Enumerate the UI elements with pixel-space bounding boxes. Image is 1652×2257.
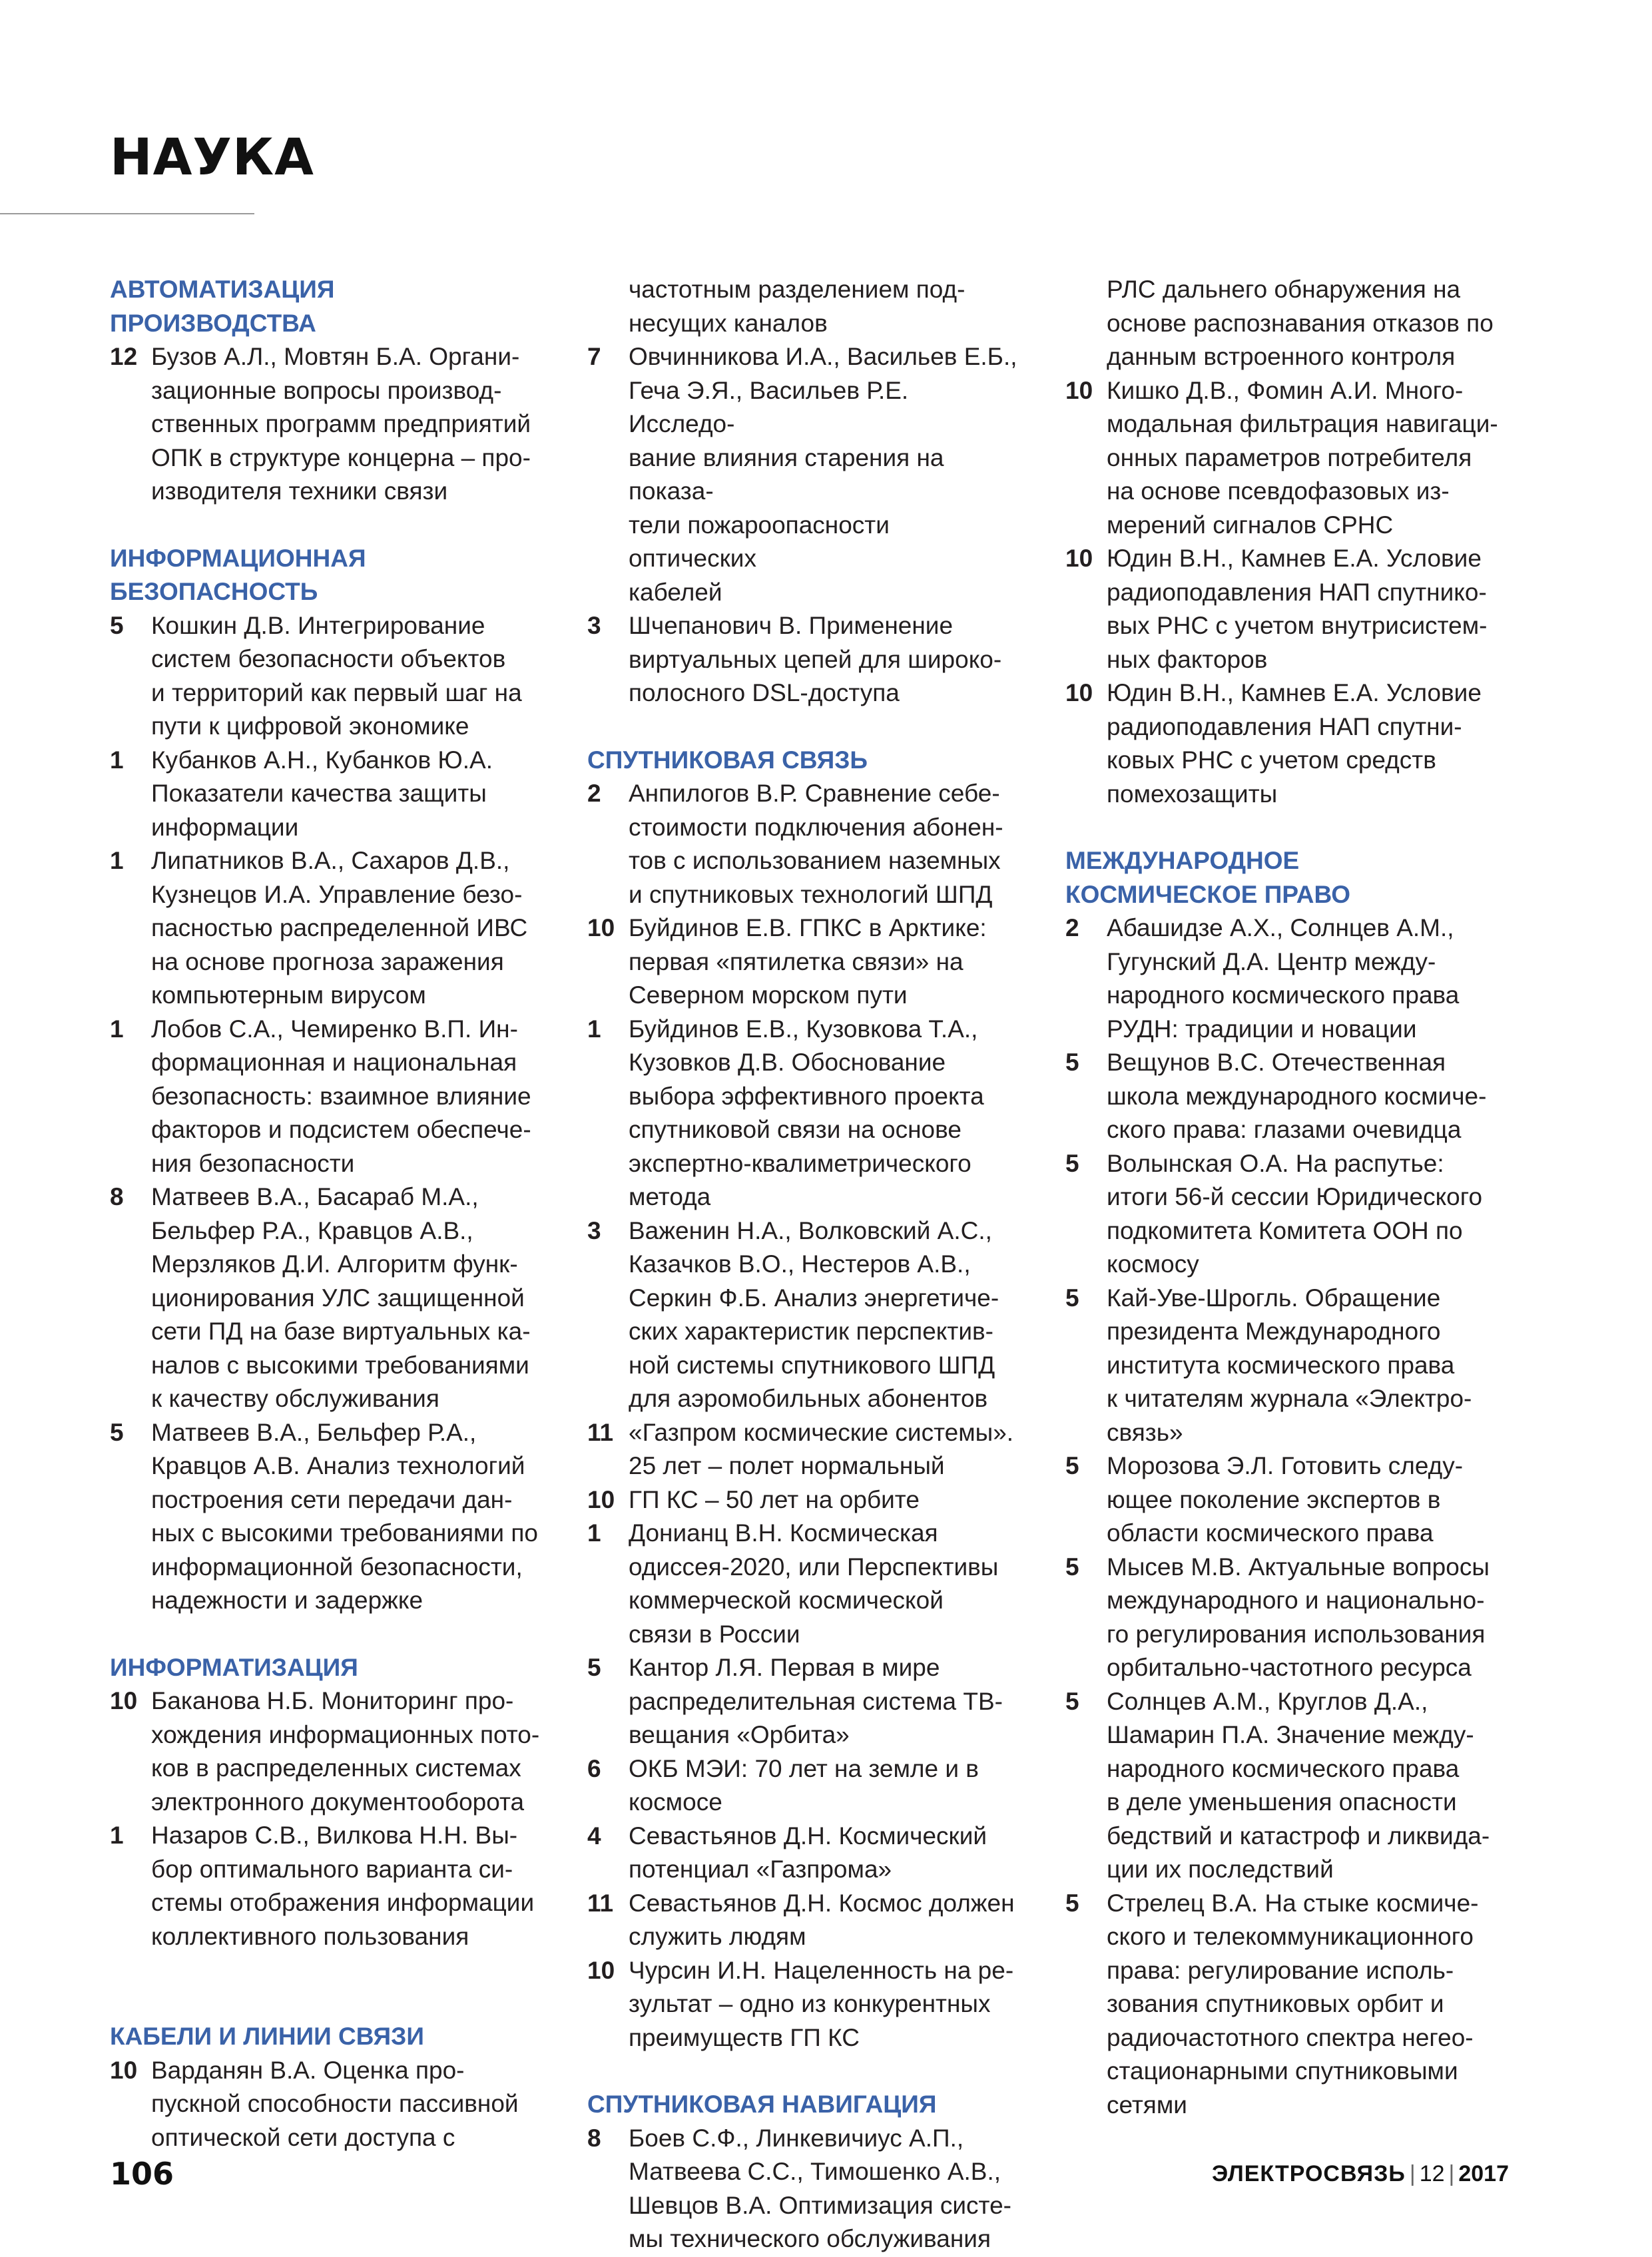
issue-number: 4 bbox=[587, 1822, 601, 1850]
index-entry bbox=[587, 1214, 1020, 1416]
entry-text: Кишко Д.В., Фомин А.И. Много- модальная фильтрация навигаци- онных параметров потребителя на основе псевдофазовых из- мерений сигналов СРНС bbox=[1107, 376, 1498, 539]
index-entry bbox=[110, 744, 543, 845]
issue-number: 10 bbox=[587, 1956, 615, 1984]
spacer bbox=[110, 1953, 543, 2020]
index-entry bbox=[587, 1752, 1020, 1820]
index-entry bbox=[110, 1180, 543, 1416]
entry-text: Мысев М.В. Актуальные вопросы международного и национально- го регулирования использования орбитально-частотного ресурса bbox=[1107, 1553, 1490, 1681]
entry-text: Варданян В.А. Оценка про- пускной способности пассивной оптической сети доступа с bbox=[151, 2056, 519, 2151]
index-entry bbox=[1065, 542, 1505, 676]
index-entry bbox=[587, 1416, 1020, 1483]
journal-issue: 12 bbox=[1419, 2161, 1445, 2186]
issue-number: 10 bbox=[1065, 679, 1093, 706]
index-entry bbox=[1065, 374, 1505, 543]
issue-number: 8 bbox=[587, 2124, 601, 2152]
issue-number: 1 bbox=[110, 1015, 124, 1043]
entry-text: Липатников В.А., Сахаров Д.В., Кузнецов И.А. Управление безо- пасностью распределенной ИВС на основе прогноза заражения компьютерным вирусом bbox=[151, 847, 528, 1009]
entry-text: Солнцев А.М., Круглов Д.А., Шамарин П.А. Значение между- народного космического права в деле уменьшения опасности бедствий и катастроф и ликвида- ции их последствий bbox=[1107, 1687, 1490, 1883]
index-entry bbox=[110, 844, 543, 1013]
issue-number: 12 bbox=[110, 343, 138, 370]
entry-text: Баканова Н.Б. Мониторинг про- хождения информационных пото- ков в распределенных системах электронного документооборота bbox=[151, 1687, 540, 1816]
entry-text: Кай-Уве-Шрогль. Обращение президента Международного института космического права к читателям журнала «Электро- связь» bbox=[1107, 1284, 1472, 1446]
section-title: ИНФОРМАТИЗАЦИЯ bbox=[110, 1653, 358, 1681]
issue-number: 10 bbox=[1065, 376, 1093, 404]
issue-number: 5 bbox=[587, 1654, 601, 1681]
issue-number: 5 bbox=[1065, 1687, 1079, 1715]
index-column-1 bbox=[110, 273, 543, 2154]
issue-number: 5 bbox=[1065, 1889, 1079, 1917]
issue-number: 5 bbox=[1065, 1149, 1079, 1177]
issue-number: 1 bbox=[110, 1822, 124, 1849]
issue-number: 11 bbox=[587, 1418, 614, 1446]
entry-text: Кошкин Д.В. Интегрирование систем безопасности объектов и территорий как первый шаг на пути к цифровой экономике bbox=[151, 611, 522, 740]
entry-text: Абашидзе А.Х., Солнцев А.М., Гугунский Д.А. Центр между- народного космического права РУДН: традиции и новации bbox=[1107, 914, 1460, 1043]
index-entry bbox=[1065, 1887, 1505, 2123]
heading-rule bbox=[0, 213, 254, 214]
index-entry bbox=[1065, 273, 1505, 374]
index-entry bbox=[1065, 911, 1505, 1046]
issue-number: 7 bbox=[587, 343, 601, 370]
issue-number: 5 bbox=[1065, 1049, 1079, 1076]
index-column-3 bbox=[1065, 273, 1505, 2122]
entry-text: Чурсин И.Н. Нацеленность на ре- зультат – одно из конкурентных преимуществ ГП КС bbox=[629, 1956, 1014, 2051]
entry-text: ГП КС – 50 лет на орбите bbox=[629, 1485, 920, 1513]
issue-number: 10 bbox=[1065, 545, 1093, 572]
entry-text: частотным разделением под- несущих каналов bbox=[629, 276, 965, 337]
issue-number: 10 bbox=[587, 1485, 615, 1513]
index-entry bbox=[1065, 676, 1505, 811]
issue-number: 5 bbox=[1065, 1284, 1079, 1312]
entry-text: Юдин В.Н., Камнев Е.А. Условие радиоподавления НАП спутнико- вых РНС с учетом внутрисистем- ных факторов bbox=[1107, 545, 1488, 673]
entry-text: Шчепанович В. Применение виртуальных цепей для широко- полосного DSL-доступа bbox=[629, 612, 1002, 706]
section-title: СПУТНИКОВАЯ СВЯЗЬ bbox=[587, 746, 868, 774]
section-title: ИНФОРМАЦИОННАЯ БЕЗОПАСНОСТЬ bbox=[110, 544, 366, 605]
index-entry bbox=[587, 1954, 1020, 2055]
issue-number: 5 bbox=[1065, 1452, 1079, 1479]
index-entry bbox=[1065, 1282, 1505, 1450]
issue-number: 10 bbox=[587, 914, 615, 941]
index-column-2 bbox=[587, 273, 1020, 2256]
journal-footer bbox=[1212, 2161, 1509, 2187]
entry-text: Важенин Н.А., Волковский А.С., Казачков В.О., Нестеров А.В., Серкин Ф.Б. Анализ энергетиче- ских характеристик перспектив- ной системы спутникового ШПД для аэромобильных абонентов bbox=[629, 1216, 999, 1412]
journal-name: ЭЛЕКТРОСВЯЗЬ bbox=[1211, 2161, 1406, 2186]
issue-number: 6 bbox=[587, 1754, 601, 1782]
page-heading: НАУКА bbox=[110, 127, 314, 186]
entry-text: Буйдинов Е.В. ГПКС в Арктике: первая «пятилетка связи» на Северном морском пути bbox=[629, 914, 987, 1009]
index-entry bbox=[1065, 1449, 1505, 1551]
entry-text: Буйдинов Е.В., Кузовкова Т.А., Кузовков Д.В. Обоснование выбора эффективного проекта спутниковой связи на основе экспертно-квалиметрического метода bbox=[629, 1015, 984, 1210]
issue-number: 1 bbox=[587, 1015, 601, 1043]
entry-text: Кантор Л.Я. Первая в мире распределительная система ТВ- вещания «Орбита» bbox=[629, 1654, 1003, 1748]
index-entry bbox=[110, 1819, 543, 1953]
entry-text: Матвеев В.А., Бельфер Р.А., Кравцов А.В. Анализ технологий построения сети передачи дан- ных с высокими требованиями по информационной безопасности, надежности и задержке bbox=[151, 1418, 538, 1614]
index-entry bbox=[110, 1684, 543, 1819]
entry-text: Севастьянов Д.Н. Космос должен служить людям bbox=[629, 1889, 1015, 1950]
entry-text: Бузов А.Л., Мовтян Б.А. Органи- зационные вопросы производ- ственных программ предприятий ОПК в структуре концерна – про- изводителя техники связи bbox=[151, 343, 531, 505]
entry-text: ОКБ МЭИ: 70 лет на земле и в космосе bbox=[629, 1754, 979, 1816]
issue-number: 1 bbox=[110, 847, 124, 874]
entry-text: Морозова Э.Л. Готовить следу- ющее поколение экспертов в области космического права bbox=[1107, 1452, 1464, 1547]
index-entry bbox=[587, 1651, 1020, 1752]
entry-text: Стрелец В.А. На стыке космиче- ского и телекоммуникационного права: регулирование исполь- зования спутниковых орбит и радиочастотного спектра негео- стационарными спутниковыми сетями bbox=[1107, 1889, 1479, 2119]
entry-text: Кубанков А.Н., Кубанков Ю.А. Показатели качества защиты информации bbox=[151, 746, 493, 841]
spacer bbox=[587, 710, 1020, 744]
index-entry bbox=[587, 2122, 1020, 2256]
issue-number: 2 bbox=[587, 780, 601, 807]
index-entry bbox=[110, 1416, 543, 1618]
entry-text: «Газпром космические системы». 25 лет – полет нормальный bbox=[629, 1418, 1014, 1479]
entry-text: Донианц В.Н. Космическая одиссея-2020, или Перспективы коммерческой космической связи в России bbox=[629, 1519, 999, 1648]
issue-number: 5 bbox=[1065, 1553, 1079, 1581]
issue-number: 5 bbox=[110, 1418, 124, 1446]
entry-text: Назаров С.В., Вилкова Н.Н. Вы- бор оптимального варианта си- стемы отображения информации коллективного пользования bbox=[151, 1822, 535, 1950]
section-title: КАБЕЛИ И ЛИНИИ СВЯЗИ bbox=[110, 2023, 424, 2050]
index-entry bbox=[587, 273, 1020, 340]
index-entry bbox=[110, 1013, 543, 1181]
index-entry bbox=[1065, 1046, 1505, 1147]
index-entry bbox=[1065, 1551, 1505, 1685]
index-entry bbox=[110, 609, 543, 744]
issue-number: 10 bbox=[110, 1687, 138, 1714]
journal-year: 2017 bbox=[1458, 2161, 1509, 2186]
index-entry bbox=[110, 2054, 543, 2155]
separator: | bbox=[1448, 2161, 1455, 2186]
index-entry bbox=[587, 911, 1020, 1013]
entry-text: Севастьянов Д.Н. Космический потенциал «Газпрома» bbox=[629, 1822, 987, 1883]
index-entry bbox=[587, 1483, 1020, 1517]
section-title: МЕЖДУНАРОДНОЕ КОСМИЧЕСКОЕ ПРАВО bbox=[1065, 847, 1351, 908]
index-entry bbox=[587, 1820, 1020, 1887]
issue-number: 3 bbox=[587, 612, 601, 639]
entry-text: РЛС дальнего обнаружения на основе распознавания отказов по данным встроенного контроля bbox=[1107, 276, 1494, 370]
issue-number: 5 bbox=[110, 611, 124, 639]
issue-number: 11 bbox=[587, 1889, 614, 1917]
section-title: АВТОМАТИЗАЦИЯ ПРОИЗВОДСТВА bbox=[110, 276, 335, 337]
issue-number: 8 bbox=[110, 1183, 124, 1210]
index-entry bbox=[587, 777, 1020, 911]
entry-text: Вещунов В.С. Отечественная школа международного космиче- ского права: глазами очевидца bbox=[1107, 1049, 1487, 1143]
issue-number: 1 bbox=[587, 1519, 601, 1547]
entry-text: Юдин В.Н., Камнев Е.А. Условие радиоподавления НАП спутни- ковых РНС с учетом средств помехозащиты bbox=[1107, 679, 1482, 808]
index-entry bbox=[587, 340, 1020, 609]
index-entry bbox=[1065, 1147, 1505, 1282]
entry-text: Матвеев В.А., Басараб М.А., Бельфер Р.А., Кравцов А.В., Мерзляков Д.И. Алгоритм функ- ционирования УЛС защищенной сети ПД на базе виртуальных ка- налов с высокими требованиями к качеству обслуживания bbox=[151, 1183, 531, 1412]
index-entry bbox=[110, 340, 543, 509]
issue-number: 1 bbox=[110, 746, 124, 774]
index-entry bbox=[587, 1887, 1020, 1954]
spacer bbox=[587, 2055, 1020, 2088]
entry-text: Анпилогов В.Р. Сравнение себе- стоимости подключения абонен- тов с использованием наземных и спутниковых технологий ШПД bbox=[629, 780, 1003, 908]
index-entry bbox=[587, 609, 1020, 710]
issue-number: 2 bbox=[1065, 914, 1079, 941]
page-number: 106 bbox=[110, 2156, 174, 2192]
spacer bbox=[1065, 811, 1505, 844]
index-entry bbox=[1065, 1685, 1505, 1887]
spacer bbox=[110, 509, 543, 542]
entry-text: Волынская О.А. На распутье: итоги 56-й сессии Юридического подкомитета Комитета ООН по космосу bbox=[1107, 1149, 1483, 1278]
separator: | bbox=[1409, 2161, 1416, 2186]
index-entry bbox=[587, 1013, 1020, 1214]
issue-number: 3 bbox=[587, 1216, 601, 1244]
entry-text: Боев С.Ф., Линкевичиус А.П., Матвеева С.С., Тимошенко А.В., Шевцов В.А. Оптимизация систе- мы технического обслуживания bbox=[629, 2124, 1011, 2252]
spacer bbox=[110, 1618, 543, 1651]
entry-text: Овчинникова И.А., Васильев Е.Б., Геча Э.Я., Васильев Р.Е. Исследо- вание влияния старения на показа- тели пожароопасности оптических кабелей bbox=[629, 343, 1017, 606]
entry-text: Лобов С.А., Чемиренко В.П. Ин- формационная и национальная безопасность: взаимное влияние факторов и подсистем обеспече- ния безопасности bbox=[151, 1015, 531, 1177]
issue-number: 10 bbox=[110, 2056, 138, 2084]
section-title: СПУТНИКОВАЯ НАВИГАЦИЯ bbox=[587, 2091, 937, 2118]
index-entry bbox=[587, 1517, 1020, 1651]
